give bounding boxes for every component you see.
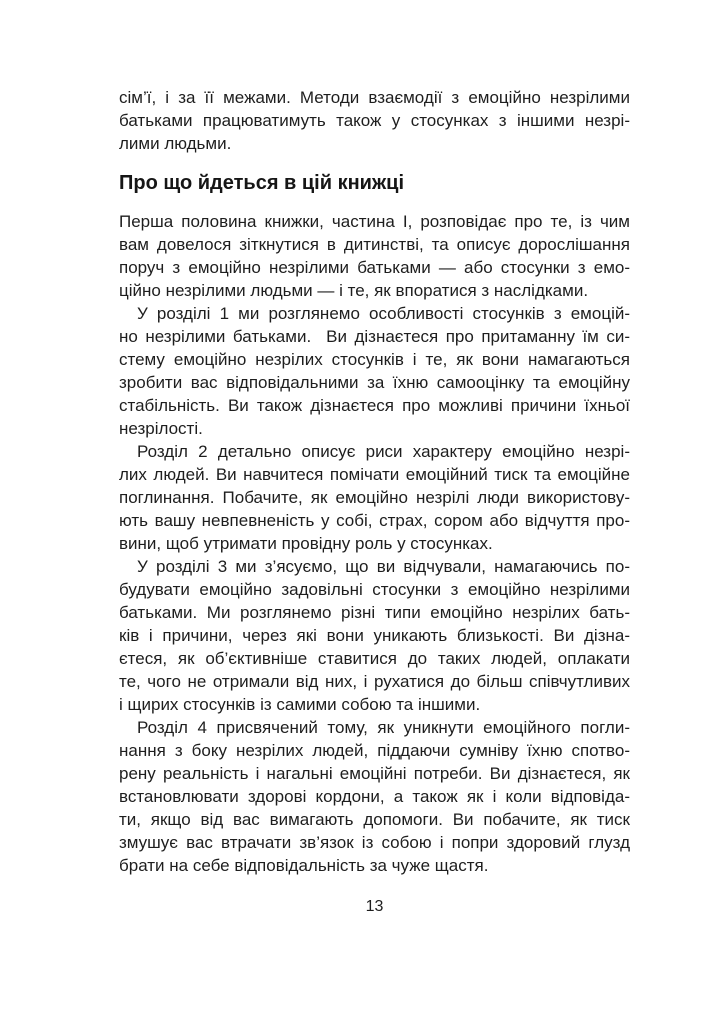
text-line: змушує вас втрачати зв’язок із собою і попри здоровий глузд [119,833,630,852]
paragraph-chapter-4 [119,716,630,877]
text-line: батьками працюватимуть також у стосунках з іншими незрі- [119,111,630,130]
text-line: будувати емоційно задовільні стосунки з емоційно незрілими [119,580,630,599]
paragraph-chapter-2 [119,440,630,555]
section-heading: Про що йдеться в цій книжці [119,172,405,194]
page-number: 13 [365,898,384,915]
text-line: лими людьми. [119,134,232,153]
text-line: ційно незрілими людьми — і те, як впоратися з наслідками. [119,281,589,300]
text-line: поглинання. Побачите, як емоційно незрілі люди використову- [119,488,630,507]
text-line: поруч з емоційно незрілими батьками — або стосунки з емо- [119,258,630,277]
text-line: вам довелося зіткнутися в дитинстві, та описує дорослішання [119,235,630,254]
text-line: Перша половина книжки, частина I, розповідає про те, із чим [119,212,630,231]
text-line: Розділ 4 присвячений тому, як уникнути емоційного погли- [137,718,630,737]
text-line: стабільність. Ви також дізнаєтеся про можливі причини їхньої [119,396,630,415]
text-line: рену реальність і нагальні емоційні потреби. Ви дізнаєтеся, як [119,764,630,783]
text-line: но незрілими батьками. Ви дізнаєтеся про притаманну їм си- [119,327,630,346]
paragraph-chapter-3 [119,555,630,716]
text-line: встановлювати здорові кордони, а також як і коли відповіда- [119,787,630,806]
text-line: лих людей. Ви навчитеся помічати емоційний тиск та емоційне [119,465,630,484]
text-line: У розділі 3 ми з’ясуємо, що ви відчували, намагаючись по- [137,557,630,576]
text-line: ків і причини, через які вони уникають близькості. Ви дізна- [119,626,630,645]
text-line: нання з боку незрілих людей, піддаючи сумніву їхню спотво- [119,741,630,760]
paragraph-overview [119,210,630,302]
page-footer [119,897,630,917]
paragraph-chapter-1 [119,302,630,440]
text-line: батьками. Ми розглянемо різні типи емоційно незрілих бать- [119,603,630,622]
text-line: ти, якщо від вас вимагають допомоги. Ви побачите, як тиск [119,810,630,829]
text-line: те, чого не отримали від них, і рухатися до більш співчутливих [119,672,630,691]
text-line: і щирих стосунків із самими собою та іншими. [119,695,481,714]
text-line: єтеся, як об’єктивніше ставитися до таких людей, оплакати [119,649,630,668]
text-line: Розділ 2 детально описує риси характеру емоційно незрі- [137,442,630,461]
text-block [119,86,630,917]
text-line: незрілості. [119,419,203,438]
text-line: вини, щоб утримати провідну роль у стосунках. [119,534,493,553]
text-line: стему емоційно незрілих стосунків і те, як вони намагаються [119,350,630,369]
text-line: ють вашу невпевненість у собі, страх, сором або відчуття про- [119,511,630,530]
text-line: сім’ї, і за її межами. Методи взаємодії з емоційно незрілими [119,88,630,107]
text-line: брати на себе відповідальність за чуже щастя. [119,856,489,875]
paragraph-continuation [119,86,630,155]
text-line: зробити вас відповідальними за їхню самооцінку та емоційну [119,373,630,392]
text-line: У розділі 1 ми розглянемо особливості стосунків з емоцій- [137,304,630,323]
